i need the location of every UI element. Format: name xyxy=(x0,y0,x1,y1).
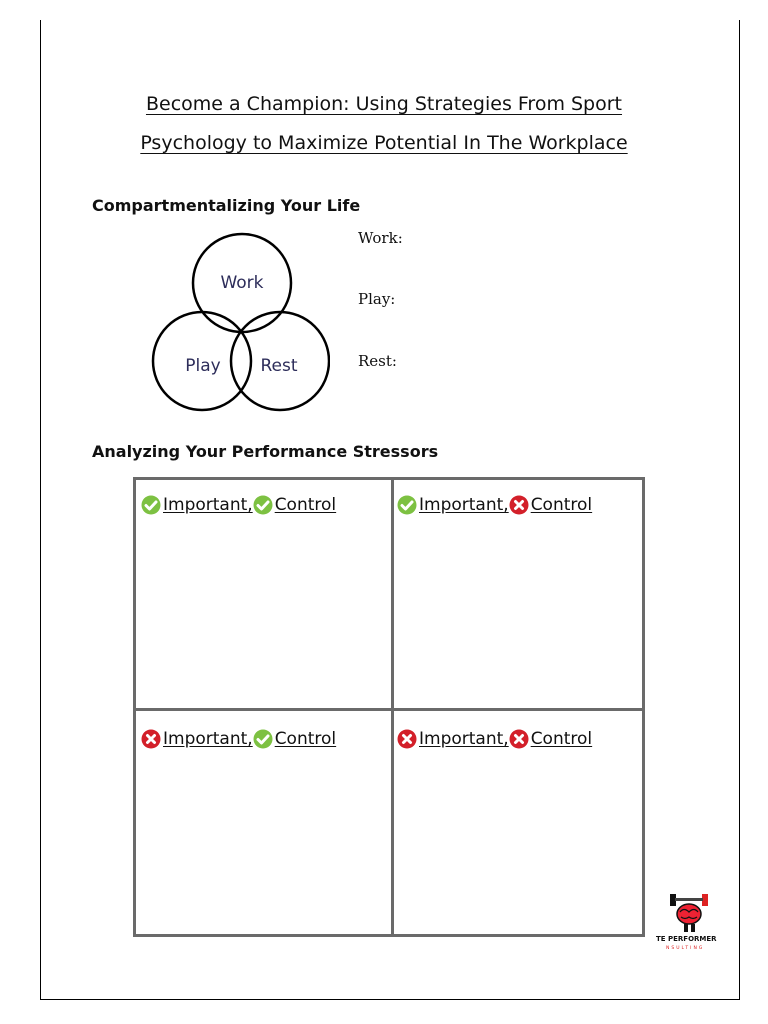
venn-label-play: Play xyxy=(185,356,221,376)
x-icon xyxy=(141,729,161,749)
title-line-1: Become a Champion: Using Strategies From Sport xyxy=(145,93,623,115)
x-icon xyxy=(397,729,417,749)
venn-label-work: Work xyxy=(220,273,264,293)
elite-performer-logo xyxy=(656,888,736,958)
field-label-work: Work: xyxy=(358,229,403,247)
important-text: Important, xyxy=(419,729,509,749)
check-icon xyxy=(397,495,417,515)
grid-divider-vertical xyxy=(391,480,394,934)
field-label-rest: Rest: xyxy=(358,352,397,370)
control-text: Control xyxy=(274,495,337,515)
venn-label-rest: Rest xyxy=(260,356,298,376)
grid-divider-horizontal xyxy=(136,708,642,711)
check-icon xyxy=(253,495,273,515)
title-line-2: Psychology to Maximize Potential In The Workplace xyxy=(140,132,628,154)
control-text: Control xyxy=(530,495,593,515)
x-icon xyxy=(509,729,529,749)
important-text: Important, xyxy=(163,495,253,515)
logo-name: TE PERFORMER xyxy=(656,935,717,943)
important-text: Important, xyxy=(419,495,509,515)
quadrant-label xyxy=(141,729,336,749)
brain-weightlifter-icon xyxy=(664,888,714,934)
logo-subtitle: NSULTING xyxy=(666,946,705,951)
stressor-grid xyxy=(133,477,645,937)
quadrant-label xyxy=(397,729,592,749)
important-text: Important, xyxy=(163,729,253,749)
stressors-heading: Analyzing Your Performance Stressors xyxy=(92,442,439,461)
quadrant-label xyxy=(397,495,592,515)
check-icon xyxy=(253,729,273,749)
control-text: Control xyxy=(530,729,593,749)
field-label-play: Play: xyxy=(358,290,396,308)
venn-diagram xyxy=(150,225,330,415)
quadrant-label xyxy=(141,495,336,515)
check-icon xyxy=(141,495,161,515)
control-text: Control xyxy=(274,729,337,749)
compartments-heading: Compartmentalizing Your Life xyxy=(92,196,361,215)
x-icon xyxy=(509,495,529,515)
